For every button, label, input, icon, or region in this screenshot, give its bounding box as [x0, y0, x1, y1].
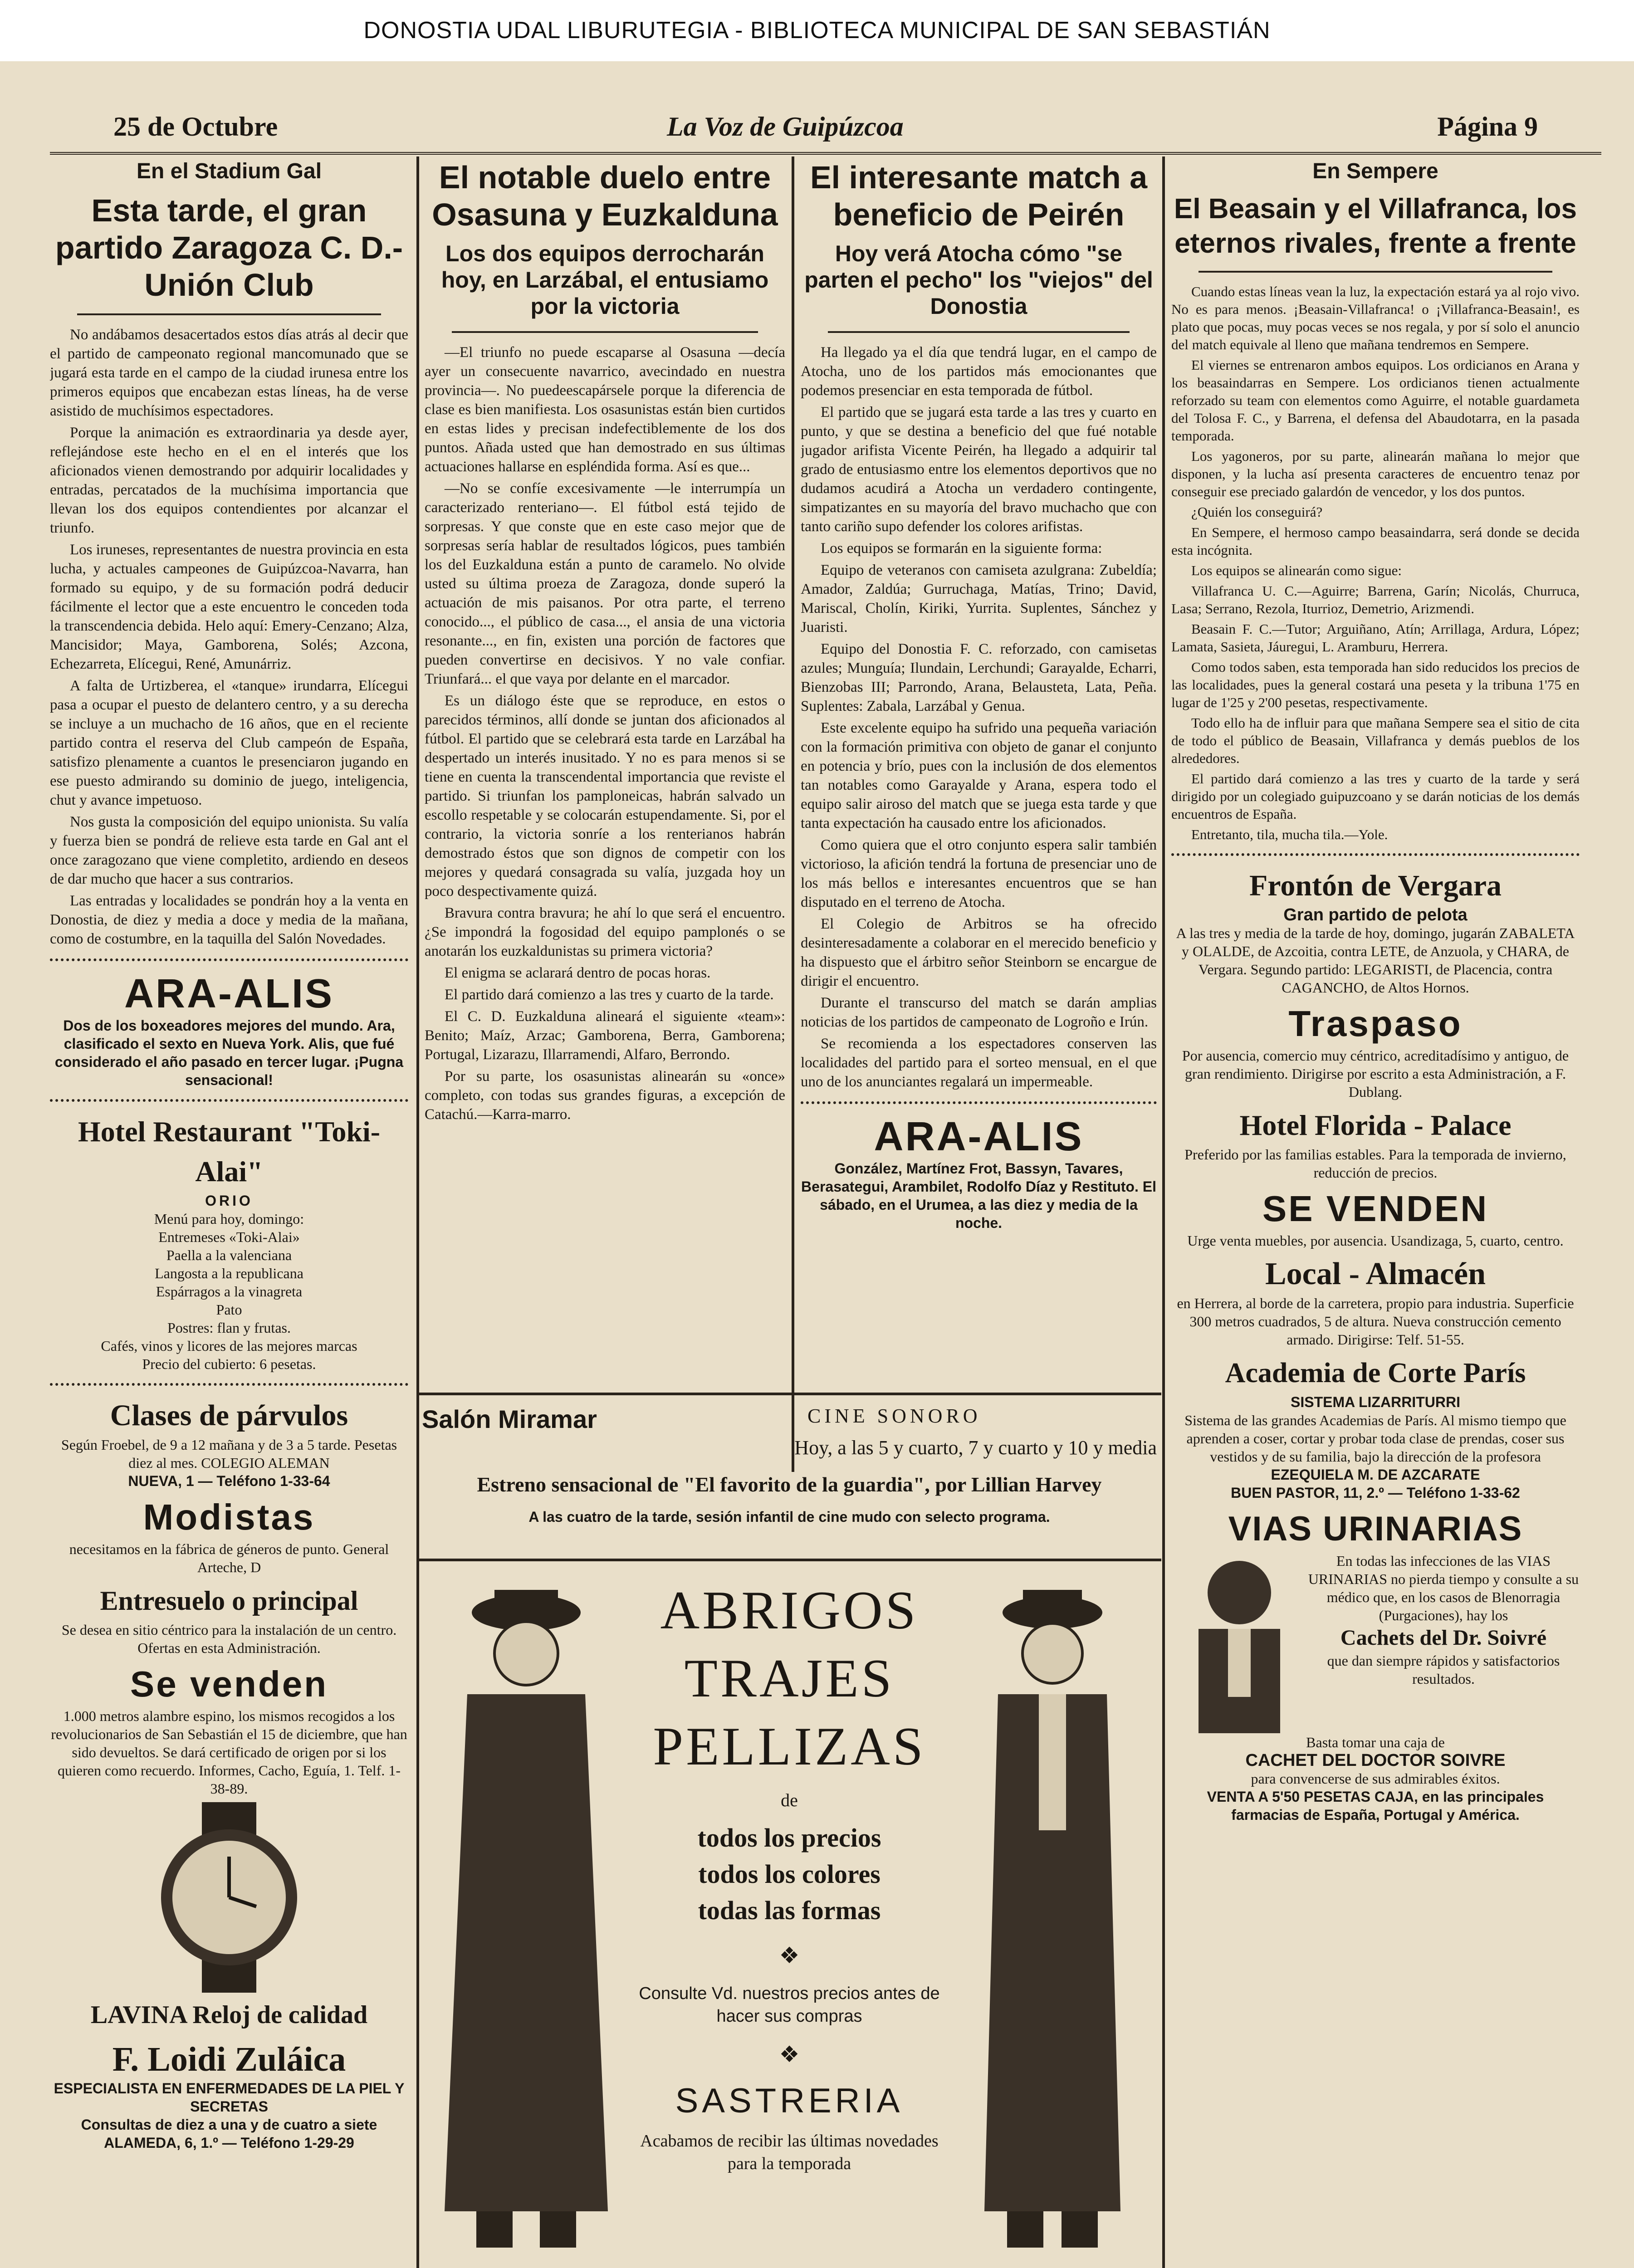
col4-paragraph: Los equipos se alinearán como sigue:: [1191, 562, 1402, 578]
col3-divider: [801, 1101, 1157, 1104]
ara-alis-title-2: ARA-ALIS: [874, 1114, 1084, 1159]
col4-title: El Beasain y el Villafranca, los eternos rivales, frente a frente: [1174, 193, 1577, 259]
column-1: [50, 159, 408, 2268]
col1-article: [50, 325, 408, 948]
clases-text: Según Froebel, de 9 a 12 mañana y de 3 a 5 tarde. Pesetas diez al mes. COLEGIO ALEMAN: [61, 1437, 397, 1471]
modistas-title: Modistas: [143, 1497, 315, 1537]
col2-paragraph: El partido dará comienzo a las tres y cuarto de la tarde.: [445, 987, 774, 1003]
column-3: [801, 159, 1157, 1429]
hotel-menu-5: Pato: [216, 1301, 242, 1318]
loidi-text: Consultas de diez a una y de cuatro a siete ALAMEDA, 6, 1.º — Teléfono 1-29-29: [81, 2116, 377, 2151]
local-title: Local - Almacén: [1265, 1256, 1486, 1291]
col1-separator: [77, 313, 381, 315]
abrigos-line-3: PELLIZAS: [653, 1716, 926, 1776]
column-rule-3: [1162, 156, 1165, 2268]
vias-body: [1171, 1552, 1580, 1733]
col3-article: [801, 343, 1157, 1091]
col3-paragraph: Los equipos se formarán en la siguiente forma:: [821, 540, 1102, 557]
traspaso-text: Por ausencia, comercio muy céntrico, acreditadísimo y antiguo, de gran rendimiento. Dirigirse por escrito a esta Administración, a F. Dublang.: [1182, 1047, 1569, 1100]
ara-alis-title: ARA-ALIS: [124, 971, 334, 1017]
hotel-menu-8: Precio del cubierto: 6 pesetas.: [142, 1356, 316, 1372]
cachets-title: Cachets del Dr. Soivré: [1340, 1626, 1547, 1650]
doctor-icon: [1171, 1552, 1307, 1733]
loidi-title: F. Loidi Zuláica: [112, 2040, 346, 2078]
fronton-ad: [1171, 866, 1580, 997]
col4-paragraph: Como todos saben, esta temporada han sido reducidos los precios de las localidades, pues la general costará una peseta y la tribuna 1'75 en lugar de 1'25 y 2'00 pesetas, respectivamente.: [1171, 659, 1580, 710]
col3-separator: [828, 331, 1130, 333]
clases-address: NUEVA, 1 — Teléfono 1-33-64: [128, 1473, 330, 1489]
abrigos-center: [631, 1576, 948, 2175]
col3-paragraph: Equipo del Donostia F. C. reforzado, con camisetas azules; Munguía; Ilundain, Lerchundi; Garayalde, Echarri, Bienzobas III; Parrondo, Arana, Belausteta, Lata, Peña. Suplentes: Zabala, Larzábal y Genua.: [801, 641, 1157, 714]
abrigos-precios: todos los precios: [697, 1823, 881, 1853]
fronton-text: A las tres y media de la tarde de hoy, domingo, jugarán ZABALETA y OLALDE, de Azcoitia, contra LETE, de Anzuola, y CHARA, de Vergara. Segundo partido: LEGARISTI, de Placencia, contra CAGANCHO, de Altos Hornos.: [1176, 925, 1575, 996]
academia-text: Sistema de las grandes Academias de París. Al mismo tiempo que aprenden a coser, cortar y probar toda clase de prendas, coser sus vestidos y de su familia, bajo la dirección de la profesora: [1184, 1412, 1566, 1465]
florida-text: Preferido por las familias estables. Para la temporada de invierno, reducción de precios.: [1184, 1146, 1566, 1181]
sastreria-title: SASTRERIA: [675, 2082, 904, 2120]
col4-paragraph: El viernes se entrenaron ambos equipos. Los ordicianos en Arana y los beasaindarras en Sempere. Los ordicianos tienen actualmente reforzado su team con elementos como Aguirre, el notable guardameta del Tolosa F. C., y Barrena, el defensa del Abaudotarra, en la pasada temporada.: [1171, 357, 1580, 444]
academia-address: BUEN PASTOR, 11, 2.º — Teléfono 1-33-62: [1231, 1485, 1520, 1501]
col4-separator: [1199, 271, 1552, 273]
hotel-city: ORIO: [205, 1193, 253, 1209]
column-rule-1: [416, 156, 419, 1472]
academia-ad: [1171, 1353, 1580, 1502]
col4-paragraph: Los yagoneros, por su parte, alinearán mañana lo mejor que disponen, y la lucha así presenta caracteres de encuentro tenaz por conseguir ese preciado galardón de vencedor, y los dos puntos.: [1171, 448, 1580, 499]
vias-text: En todas las infecciones de las VIAS URINARIAS no pierda tiempo y consulte a su médico que, en los casos de Blenorragia (Purgaciones), hay los: [1308, 1553, 1579, 1623]
ara-alis-ad-2: [801, 1114, 1157, 1232]
entresuelo-title: Entresuelo o principal: [100, 1586, 358, 1616]
col4-paragraph: Beasain F. C.—Tutor; Arguiñano, Atín; Arrillaga, Ardura, López; Lamata, Sasieta, Jáuregui, L. Aramburu, Herrera.: [1171, 621, 1580, 655]
col2-paragraph: Por su parte, los osasunistas alinearán su «once» completo, con todas sus grandes figuras, a excepción de Catachú.—Karra-marro.: [425, 1068, 785, 1123]
col1-divider: [50, 1099, 408, 1102]
col1-divider: [50, 1383, 408, 1386]
entresuelo-text: Se desea en sitio céntrico para la instalación de un centro. Ofertas en esta Administración.: [61, 1622, 397, 1656]
abrigos-ad: [417, 1558, 1161, 2268]
hotel-menu-2: Paella a la valenciana: [166, 1247, 292, 1263]
traspaso-ad: [1171, 1001, 1580, 1101]
cachet-brand: CACHET DEL DOCTOR SOIVRE: [1245, 1751, 1506, 1770]
col4-paragraph: Entretanto, tila, mucha tila.—Yole.: [1191, 826, 1388, 842]
header-masthead: La Voz de Guipúzcoa: [667, 112, 904, 142]
header-date: 25 de Octubre: [113, 112, 278, 142]
lavina-watch-ad: [50, 1802, 408, 2035]
col2-title: El notable duelo entre Osasuna y Euzkalduna: [432, 160, 778, 232]
col2-separator: [452, 331, 758, 333]
col2-paragraph: Bravura contra bravura; he ahí lo que será el encuentro. ¿Se impondrá la fogosidad del equipo pamplonés o se anotarán los euzkaldunistas su primera victoria?: [425, 905, 785, 959]
col3-paragraph: El Colegio de Arbitros se ha ofrecido desinteresadamente a colaborar en el merecido beneficio y ha dispuesto que el árbitro señor Steinborn se encargue de dirigir el encuentro.: [801, 916, 1157, 989]
sastreria-novedades: Acabamos de recibir las últimas novedades para la temporada: [640, 2131, 939, 2173]
se-venden-title-2: SE VENDEN: [1262, 1188, 1489, 1229]
miramar-ad: [417, 1393, 1161, 1561]
col3-paragraph: Este excelente equipo ha sufrido una pequeña variación con la formación primitiva con objeto de ganar el conjunto en potencia y brío, pues con la inclusión de dos elementos tan notables como Garayalde y Arana, espera todo el equipo salir airoso del match que se juega esta tarde y que tanta expectación ha causado entre los aficionados.: [801, 720, 1157, 831]
vias-urinarias-ad: [1171, 1506, 1580, 1824]
ornament-icon-2: ❖: [779, 2042, 800, 2067]
miramar-hoy: Hoy, a las 5 y cuarto, 7 y cuarto y 10 y media: [794, 1437, 1157, 1459]
col3-subtitle: Hoy verá Atocha cómo "se parten el pecho" los "viejos" del Donostia: [804, 241, 1153, 319]
col4-kicker: En Sempere: [1312, 159, 1438, 183]
hotel-menu-4: Espárragos a la vinagreta: [156, 1283, 303, 1300]
hotel-toki-alai-ad: [50, 1112, 408, 1373]
entresuelo-ad: [50, 1581, 408, 1657]
col3-paragraph: Se recomienda a los espectadores conserven las localidades del partido para el sorteo mensual, en el que uno de los anunciantes regalará un impermeable.: [801, 1036, 1157, 1090]
florida-title: Hotel Florida - Palace: [1239, 1109, 1512, 1141]
hotel-florida-ad: [1171, 1105, 1580, 1182]
library-banner-text: DONOSTIA UDAL LIBURUTEGIA - BIBLIOTECA MUNICIPAL DE SAN SEBASTIÁN: [363, 17, 1271, 44]
watch-icon: [147, 1802, 311, 1993]
basta-text: Basta tomar una caja de: [1306, 1734, 1445, 1750]
fronton-sub: Gran partido de pelota: [1283, 905, 1468, 924]
se-venden-title: Se venden: [130, 1664, 328, 1704]
se-venden-ad-2: [1171, 1186, 1580, 1250]
ara-alis-text-2: González, Martínez Frot, Bassyn, Tavares, Berasategui, Arambilet, Rodolfo Díaz y Restituto. El sábado, en el Urumea, a las diez y media de la noche.: [801, 1160, 1156, 1231]
col2-paragraph: —El triunfo no puede escaparse al Osasuna —decía ayer un consecuente navarrico, avecindado en nuestra provincia—. No puedeescapársele porque la diferencia de clase es bien manifiesta. Los osasunistas están bien curtidos en estas lides y precisan indefectiblemente de los dos puntos. Añada usted que han demostrado en sus últimas actuaciones hallarse en espléndida forma. Así es que...: [425, 344, 785, 475]
col4-article: [1171, 283, 1580, 843]
loidi-sub: ESPECIALISTA EN ENFERMEDADES DE LA PIEL Y SECRETAS: [54, 2080, 405, 2115]
col3-paragraph: El partido que se jugará esta tarde a las tres y cuarto en punto, y que se destina a beneficio del que fué notable jugador arifista Vicente Peirén, ha llegado a adquirir tal grado de entusiasmo entre los elementos deportivos que no dudamos acudirá a Atocha un verdadero contingente, simpatizantes en su mayoría del bravo muchacho que con tanto cariño supo defender los colores arifistas.: [801, 404, 1157, 535]
cachets-text: que dan siempre rápidos y satisfactorios resultados.: [1327, 1652, 1560, 1687]
abrigos-formas: todas las formas: [698, 1896, 881, 1925]
se-venden-text: 1.000 metros alambre espino, los mismos recogidos a los revolucionarios de San Sebastián el 15 de diciembre, que han sido devueltos. Se dará certificado de origen por si los quieren como recuerdo. Informes, Cacho, Eguía, 1. Telf. 1-38-89.: [51, 1708, 407, 1797]
modistas-ad: [50, 1495, 408, 1576]
venta-text: VENTA A 5'50 PESETAS CAJA, en las principales farmacias de España, Portugal y América.: [1207, 1789, 1544, 1823]
col1-paragraph: Los iruneses, representantes de nuestra provincia en esta lucha, y actuales campeones de Guipúzcoa-Navarra, han formado su equipo, y de su formación podrá deducir fácilmente el lector que a este encuentro le conceden toda la transcendencia debida. Helo aquí: Emery-Cenzano; Alza, Mancisidor; Maya, Gamborena, Solés; Azcona, Echezarreta, Elícegui, René, Amunárriz.: [50, 542, 408, 672]
hotel-title: Hotel Restaurant "Toki-Alai": [78, 1115, 381, 1188]
ara-alis-text: Dos de los boxeadores mejores del mundo. Ara, clasificado el sexto en Nueva York. Alis, que fué considerado el año pasado en tercer lugar. ¡Pugna sensacional!: [54, 1017, 404, 1088]
col1-title: Esta tarde, el gran partido Zaragoza C. D.-Unión Club: [55, 193, 403, 303]
col4-paragraph: Todo ello ha de influir para que mañana Sempere sea el sitio de cita de todo el público de Beasain, Villafranca y demás pueblos de los alrededores.: [1171, 715, 1580, 766]
academia-sub: SISTEMA LIZARRITURRI: [1291, 1394, 1460, 1410]
basta-text-2: para convencerse de sus admirables éxitos.: [1251, 1770, 1500, 1787]
col4-paragraph: En Sempere, el hermoso campo beasaindarra, será donde se decida esta incógnita.: [1171, 524, 1580, 558]
abrigos-consulte: Consulte Vd. nuestros precios antes de hacer sus compras: [639, 1984, 940, 2026]
local-almacen-ad: [1171, 1254, 1580, 1349]
ornament-icon: ❖: [779, 1943, 800, 1968]
col1-divider: [50, 958, 408, 961]
column-rule-2: [792, 156, 794, 1472]
modistas-text: necesitamos en la fábrica de géneros de punto. General Arteche, D: [69, 1541, 389, 1575]
hotel-menu-6: Postres: flan y frutas.: [167, 1320, 291, 1336]
clases-title: Clases de párvulos: [110, 1399, 348, 1432]
col4-paragraph: ¿Quién los conseguirá?: [1191, 504, 1323, 520]
miramar-cine: CINE SONORO: [807, 1405, 981, 1427]
col3-paragraph: Como quiera que el otro conjunto espera salir también victorioso, la afición tendrá la fortuna de presenciar uno de los más bellos e interesantes encuentros que se han disputado en el terreno de Atocha.: [801, 837, 1157, 910]
abrigos-price-left: [417, 2266, 626, 2268]
col1-paragraph: Las entradas y localidades se pondrán hoy a la venta en Donostia, de diez y media a doce y media de la mañana, como de costumbre, en la taquilla del Salón Novedades.: [50, 893, 408, 947]
col4-paragraph: El partido dará comienzo a las tres y cuarto de la tarde y será dirigido por un colegiado guipuzcoano y se darán noticias de los demás encuentros de España.: [1171, 771, 1580, 822]
abrigos-price-right: [953, 2266, 1161, 2268]
man-suit-icon: [953, 1585, 1152, 2266]
column-4: [1171, 159, 1580, 2268]
col4-paragraph: Villafranca U. C.—Aguirre; Barrena, Garín; Nicolás, Churruca, Lasa; Serrano, Rezola, Iturrioz, Demetrio, Arizmendi.: [1171, 583, 1580, 616]
loidi-ad: [50, 2039, 408, 2152]
col4-paragraph: Cuando estas líneas vean la luz, la expectación estará ya al rojo vivo. No es para menos. ¡Beasain-Villafranca! o ¡Villafranca-Beasain!, es plato que pocas, muy pocas veces se nos regala, y por sí solo el anuncio del match equivale al lleno que mañana tendremos en Sempere.: [1171, 284, 1580, 352]
col4-divider: [1171, 853, 1580, 856]
abrigos-line-1: ABRIGOS: [660, 1580, 919, 1640]
miramar-name: Salón Miramar: [422, 1405, 597, 1433]
man-overcoat-icon: [426, 1585, 626, 2266]
col2-paragraph: El C. D. Euzkalduna alineará el siguiente «team»: Benito; Maíz, Arzac; Gamborena, Berra, Gamborena; Portugal, Lizarazu, Illarramendi, Alfaro, Berrondo.: [425, 1008, 785, 1063]
col3-paragraph: Durante el transcurso del match se darán amplias noticias de los partidos de campeonato de Logroño e Irún.: [801, 995, 1157, 1030]
header-page: Página 9: [1437, 112, 1538, 142]
col3-title: El interesante match a beneficio de Peirén: [810, 160, 1148, 232]
se-venden-text-2: Urge venta muebles, por ausencia. Usandizaga, 5, cuarto, centro.: [1187, 1232, 1564, 1249]
hotel-menu-3: Langosta a la republicana: [155, 1265, 303, 1281]
page-header: [50, 107, 1601, 155]
clases-parvulos-ad: [50, 1396, 408, 1490]
hotel-menu-0: Menú para hoy, domingo:: [154, 1211, 304, 1227]
col1-kicker: En el Stadium Gal: [136, 159, 322, 183]
col2-paragraph: El enigma se aclarará dentro de pocas horas.: [445, 965, 711, 981]
miramar-infantil: A las cuatro de la tarde, sesión infantil de cine mudo con selecto programa.: [528, 1509, 1050, 1525]
col1-paragraph: Porque la animación es extraordinaria ya desde ayer, reflejándose este hecho en el en el interés que los aficionados vienen demostrando por adquirir localidades y entradas, percatados de la muchísima importancia que llevan los dos equipos contendientes por alcanzar el triunfo.: [50, 425, 408, 536]
ara-alis-ad-1: [50, 971, 408, 1089]
col1-paragraph: A falta de Urtizberea, el «tanque» irundarra, Elícegui pasa a ocupar el puesto de delantero centro, y a su derecha se incluye a un muchacho de 16 años, que en el reciente partido contra el reserva del Club campeón de España, satisfizo plenamente a cuantos le presenciaron jugando en ese puesto admirando su dominio de juego, inteligencia, chut y avance impetuoso.: [50, 678, 408, 808]
traspaso-title: Traspaso: [1288, 1003, 1463, 1044]
fronton-title: Frontón de Vergara: [1249, 869, 1502, 902]
col2-paragraph: Es un diálogo éste que se reproduce, en estos o parecidos términos, allí donde se juntan dos aficionados al fútbol. El partido que se celebrará esta tarde en Larzábal ha despertado un interés inusitado. Y no es para menos si se tiene en cuenta la transcendental importancia que reviste el partido. Si triunfan los pamploneicas, habrán salvado un escollo respetable y se colocarán estupendamente. Si, por el contrario, la victoria sonríe a los renterianos habrán demostrado éstos que son dignos de competir con los mejores y quedará consagrada su valía, juzgada hoy un poco despectivamente quizá.: [425, 693, 785, 899]
abrigos-line-2: TRAJES: [684, 1648, 895, 1708]
library-banner: [0, 0, 1634, 61]
col1-paragraph: No andábamos desacertados estos días atrás al decir que el partido de campeonato regional mancomunado que se jugará esta tarde en el campo de la ciudad irunesa entre los primeros equipos que encabezan estas líneas, ha de verse asistido de muchísimos espectadores.: [50, 327, 408, 419]
lavina-text: LAVINA Reloj de calidad: [90, 2001, 368, 2029]
col3-paragraph: Equipo de veteranos con camiseta azulgrana: Zubeldía; Amador, Zaldúa; Gurruchaga, Matías, Trino; David, Mariscal, Cholín, Kiriki, Yurrita. Suplentes, Sánchez y Juaristi.: [801, 562, 1157, 635]
academia-title: Academia de Corte París: [1225, 1358, 1526, 1388]
abrigos-de: de: [781, 1790, 798, 1810]
newspaper-page: [0, 61, 1634, 2268]
col1-paragraph: Nos gusta la composición del equipo unionista. Su valía y fuerza bien se pondrá de relieve esta tarde en Gal ant el once zaragozano que viene completito, ardiendo en deseos de dar mucho que hacer a sus contrarios.: [50, 814, 408, 887]
column-2: [425, 159, 785, 1429]
col2-subtitle: Los dos equipos derrocharán hoy, en Larzábal, el entusiamo por la victoria: [441, 241, 769, 319]
col2-paragraph: —No se confíe excesivamente —le interrumpía un caracterizado renteriano—. El fútbol está tejido de sorpresas. Y que conste que en este caso mejor que de sorpresas sería hablar de resultados lógicos, pues también los del Euzkalduna están a punto de caramelo. No olvide usted su última proeza de Zaragoza, donde superó la actuación de mis paisanos. Por otra parte, el terreno conocido..., el público de casa..., el ansia de una victoria resonante..., en fin, existen una porción de factores que pueden convertirse en decisivos. Y no vale confiar. Triunfará... el que vaya por delante en el marcador.: [425, 480, 785, 687]
academia-name: EZEQUIELA M. DE AZCARATE: [1271, 1466, 1480, 1483]
local-text: en Herrera, al borde de la carretera, propio para industria. Superficie 300 metros cuadrados, 5 de altura. Nueva construcción cemento armado. Dirigirse: Telf. 51-55.: [1177, 1295, 1574, 1348]
hotel-menu-1: Entremeses «Toki-Alai»: [158, 1229, 300, 1245]
se-venden-ad-1: [50, 1662, 408, 1798]
col2-article: [425, 343, 785, 1124]
col3-paragraph: Ha llegado ya el día que tendrá lugar, en el campo de Atocha, uno de los partidos más emocionantes que podemos presenciar en esta temporada de fútbol.: [801, 344, 1157, 399]
abrigos-colores: todos los colores: [698, 1859, 881, 1889]
vias-title: VIAS URINARIAS: [1228, 1510, 1523, 1548]
vias-texts: [1307, 1552, 1580, 1688]
miramar-estreno: Estreno sensacional de "El favorito de la guardia", por Lillian Harvey: [477, 1473, 1102, 1496]
hotel-menu-7: Cafés, vinos y licores de las mejores marcas: [101, 1338, 357, 1354]
